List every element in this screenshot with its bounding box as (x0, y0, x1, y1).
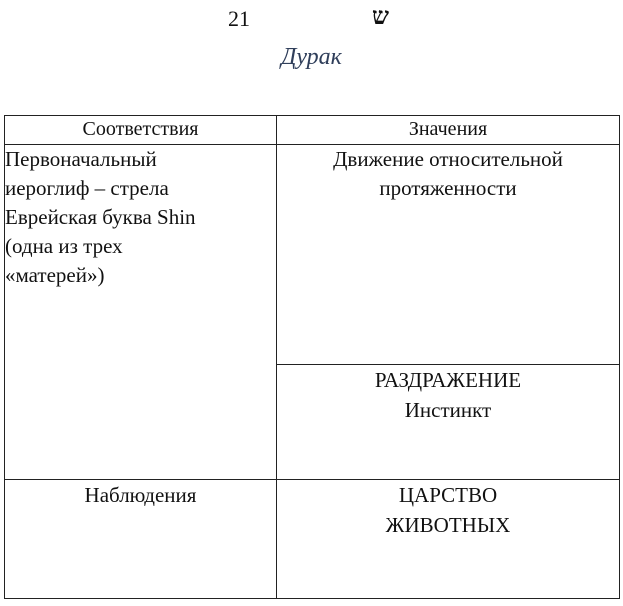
table-row (5, 145, 620, 364)
kingdom-cell (277, 479, 620, 598)
meaning-line: Движение относительной (333, 147, 563, 172)
column-header-meanings: Значения (277, 116, 620, 145)
table-row (5, 479, 620, 598)
meaning-line: ЖИВОТНЫХ (385, 512, 511, 537)
column-header-correspondences: Соответствия (5, 116, 277, 145)
correspondence-line: Первоначальный (5, 147, 157, 172)
correspondence-table (4, 115, 620, 599)
correspondence-line: «матерей») (5, 263, 105, 288)
meaning-line: протяженности (379, 176, 517, 201)
meaning-irritation-cell (277, 364, 620, 479)
correspondence-line: (одна из трех (5, 234, 123, 259)
meaning-line: РАЗДРАЖЕНИЕ (374, 367, 522, 392)
meaning-line: Инстинкт (404, 397, 492, 422)
correspondences-cell (5, 145, 277, 480)
meaning-line: ЦАРСТВО (398, 482, 498, 507)
observations-cell: Наблюдения (5, 479, 277, 598)
correspondence-line: Еврейская буква Shin (5, 205, 196, 230)
page-title: Дурак (281, 44, 342, 70)
meaning-movement-cell (277, 145, 620, 364)
page-number: 21 (228, 6, 250, 31)
table-header-row (5, 116, 620, 145)
hebrew-letter-shin: ש (372, 4, 389, 30)
correspondence-line: иероглиф – стрела (5, 176, 169, 201)
